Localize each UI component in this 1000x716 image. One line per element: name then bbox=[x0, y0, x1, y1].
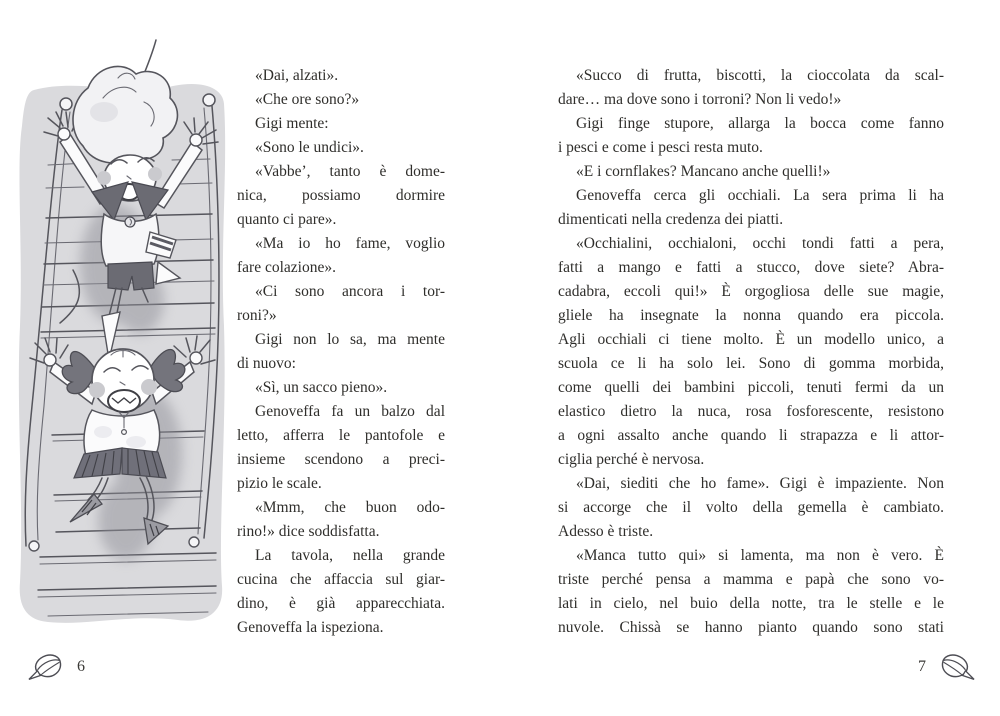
right-footer bbox=[918, 652, 975, 682]
text-line: nuvole. Chissà se hanno pianto quando sono stati bbox=[558, 619, 944, 636]
text-line: Genoveffa la ispeziona. bbox=[237, 619, 384, 636]
left-footer bbox=[28, 652, 85, 682]
text-line: «Che ore sono?» bbox=[255, 91, 360, 108]
text-line: pizio le scale. bbox=[237, 475, 322, 492]
text-line: insieme scendono a preci- bbox=[237, 451, 445, 468]
text-line: fatti a mango e fatti a stucco, dove siete? Abra- bbox=[558, 259, 944, 276]
text-line: si accorge che il volto della gemella è cambiato. bbox=[558, 499, 944, 516]
text-line: «Mmm, che buon odo- bbox=[255, 499, 445, 516]
stairs-illustration bbox=[8, 26, 238, 638]
text-line: gliele ha insegnate la nonna quando era piccola. bbox=[558, 307, 944, 324]
text-line: cucina che affaccia sul giar- bbox=[237, 571, 445, 588]
text-line: nica, possiamo dormire bbox=[237, 187, 445, 204]
text-line: ciglia perché è nervosa. bbox=[558, 451, 705, 468]
page-right bbox=[500, 0, 1000, 716]
text-line: «Manca tutto qui» si lamenta, ma non è vero. È bbox=[576, 547, 944, 564]
text-line: dino, è già apparecchiata. bbox=[237, 595, 445, 612]
leaf-ornament-icon bbox=[937, 652, 975, 682]
text-line: «Occhialini, occhialoni, occhi tondi fatti a pera, bbox=[576, 235, 944, 252]
text-line: «Sono le undici». bbox=[255, 139, 364, 156]
text-line: quanto ci pare». bbox=[237, 211, 337, 228]
text-line: «Sì, un sacco pieno». bbox=[255, 379, 388, 396]
text-line: Gigi non lo sa, ma mente bbox=[255, 331, 445, 348]
text-line: come quelli dei bambini piccoli, tenuti fermi da un bbox=[558, 379, 944, 396]
text-line: Gigi mente: bbox=[255, 115, 329, 132]
text-line: «E i cornflakes? Mancano anche quelli!» bbox=[576, 163, 831, 180]
text-line: Adesso è triste. bbox=[558, 523, 654, 540]
page-number-left: 6 bbox=[77, 658, 85, 675]
text-line: fare colazione». bbox=[237, 259, 336, 276]
text-line: scuola ce li ha solo lei. Sono di gomma morbida, bbox=[558, 355, 944, 372]
text-line: i pesci e come i pesci resta muto. bbox=[558, 139, 763, 156]
text-line: letto, afferra le pantofole e bbox=[237, 427, 445, 444]
text-line: «Dai, siediti che ho fame». Gigi è impaziente. Non bbox=[576, 475, 944, 492]
text-line: rino!» dice soddisfatta. bbox=[237, 523, 380, 540]
text-line: «Dai, alzati». bbox=[255, 67, 339, 84]
text-line: lati in cielo, nel buio della notte, tra le stelle e le bbox=[558, 595, 944, 612]
text-line: dare… ma dove sono i torroni? Non li vedo!» bbox=[558, 91, 842, 108]
text-line: Genoveffa cerca gli occhiali. La sera prima li ha bbox=[576, 187, 944, 204]
text-line: triste perché pensa a mamma e papà che sono vo- bbox=[558, 571, 944, 588]
text-line: dimenticati nella credenza dei piatti. bbox=[558, 211, 784, 228]
text-line: «Ma io ho fame, voglio bbox=[255, 235, 445, 252]
text-line: Agli occhiali ci tiene molto. È un modello unico, a bbox=[558, 331, 944, 348]
text-line: «Vabbe’, tanto è dome- bbox=[255, 163, 445, 180]
text-line: di nuovo: bbox=[237, 355, 296, 372]
text-line: roni?» bbox=[237, 307, 277, 324]
text-line: La tavola, nella grande bbox=[255, 547, 445, 564]
text-line: cadabra, eccoli qui!» È orgogliosa delle sue magie, bbox=[558, 283, 944, 300]
right-text-column bbox=[558, 64, 944, 640]
text-line: «Ci sono ancora i tor- bbox=[255, 283, 445, 300]
page-number-right: 7 bbox=[918, 658, 926, 675]
left-text-column bbox=[237, 64, 445, 640]
leaf-ornament-icon bbox=[28, 652, 66, 682]
text-line: Genoveffa fa un balzo dal bbox=[255, 403, 445, 420]
text-line: Gigi finge stupore, allarga la bocca come fanno bbox=[576, 115, 944, 132]
text-line: «Succo di frutta, biscotti, la cioccolata da scal- bbox=[576, 67, 944, 84]
text-line: elastico dietro la nuca, rosa fosforescente, resistono bbox=[558, 403, 944, 420]
text-line: a ogni assalto anche quando li strapazza e li attor- bbox=[558, 427, 944, 444]
